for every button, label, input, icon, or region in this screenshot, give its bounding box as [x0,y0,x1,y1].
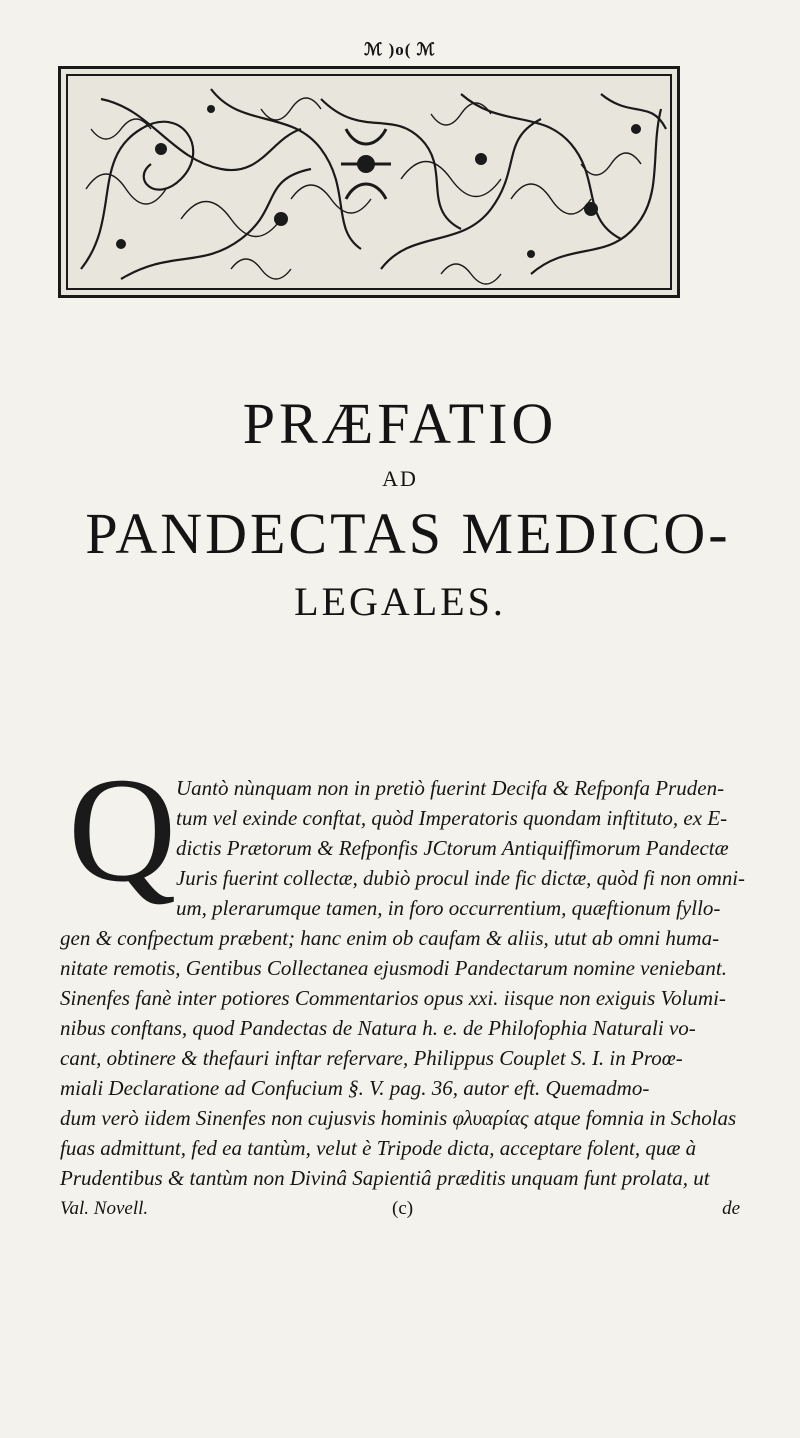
ornamental-headpiece [58,66,680,298]
body-line: Prudentibus & tantùm non Divinâ Sapientiâ præditis unquam funt prolata, ut [60,1166,710,1190]
headpiece-ornament-icon [61,69,677,295]
body-line: nitate remotis, Gentibus Collectanea ejusmodi Pandectarum nomine veniebant. [60,956,728,980]
running-head: ℳ )o( ℳ [364,40,436,59]
body-line: Juris fuerint collectæ, dubiò procul inde fic dictæ, quòd fi non omni- [176,866,745,890]
title-legales: LEGALES. [294,579,506,624]
body-line: Sinenfes fanè inter potiores Commentarios opus xxi. iisque non exiguis Volumi- [60,986,726,1010]
body-line: nibus conftans, quod Pandectas de Natura h. e. de Philofophia Naturali vo- [60,1016,696,1040]
body-line: Uantò nùnquam non in pretiò fuerint Decifa & Refponfa Pruden- [176,776,725,800]
catchword: de [722,1198,740,1219]
title-praefatio: PRÆFATIO [242,391,558,456]
drop-cap-initial: Q [68,747,177,913]
title-pandectas-medico: PANDECTAS MEDICO- [85,501,731,566]
body-line: um, plerarumque tamen, in foro occurrentium, quæftionum fyllo- [176,896,721,920]
footer-line [60,1198,750,1222]
title-ad: AD [382,466,418,491]
signature-mark: (c) [392,1198,414,1219]
body-line: dictis Prætorum & Refponfis JCtorum Antiquiffimorum Pandectæ [176,836,729,860]
body-line: fuas admittunt, fed ea tantùm, velut è Tripode dicta, acceptare folent, quæ à [60,1136,697,1160]
body-line: cant, obtinere & thefauri inftar refervare, Philippus Couplet S. I. in Proœ- [60,1046,683,1070]
signature-left: Val. Novell. [60,1198,149,1219]
body-line: tum vel exinde conftat, quòd Imperatoris quondam inftituto, ex E- [176,806,728,830]
body-line: dum verò iidem Sinenfes non cujusvis hominis φλυαρίας atque fomnia in Scholas [60,1106,737,1130]
body-line: gen & confpectum præbent; hanc enim ob caufam & aliis, utut ab omni huma- [60,926,720,950]
body-line: miali Declaratione ad Confucium §. V. pag. 36, autor eft. Quemadmo- [60,1076,650,1100]
